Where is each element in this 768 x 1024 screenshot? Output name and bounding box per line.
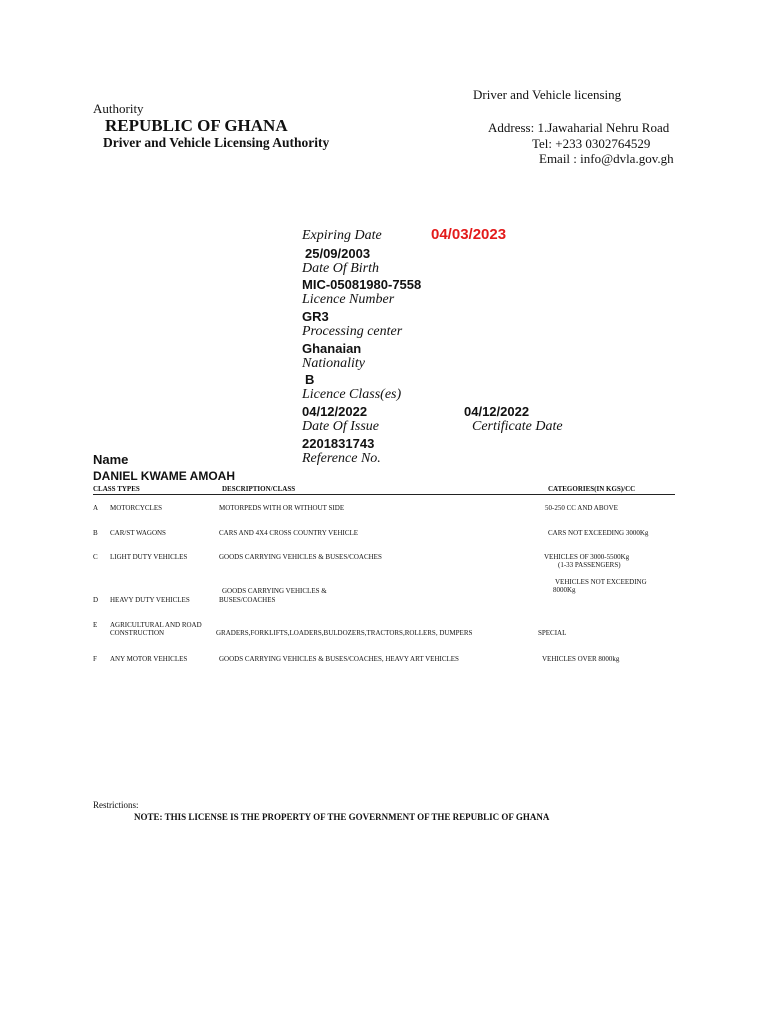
agency-name: Driver and Vehicle Licensing Authority bbox=[103, 135, 330, 150]
email: Email : info@dvla.gov.gh bbox=[539, 151, 674, 166]
table-header-rule bbox=[93, 494, 675, 495]
row-c-cat-line2: (1-33 PASSENGERS) bbox=[558, 561, 621, 569]
row-c-letter: C bbox=[93, 553, 98, 561]
processing-center-label: Processing center bbox=[302, 324, 403, 339]
row-d-desc: GOODS CARRYING VEHICLES & bbox=[222, 587, 327, 595]
row-a-desc: MOTORPEDS WITH OR WITHOUT SIDE bbox=[219, 504, 345, 512]
row-b-desc: CARS AND 4X4 CROSS COUNTRY VEHICLE bbox=[219, 529, 359, 537]
header-class-types: CLASS TYPES bbox=[93, 485, 140, 493]
restrictions-label: Restrictions: bbox=[93, 800, 139, 810]
ownership-note: NOTE: THIS LICENSE IS THE PROPERTY OF THE GOVERNMENT OF THE REPUBLIC OF GHANA bbox=[134, 812, 550, 822]
row-f-letter: F bbox=[93, 655, 97, 663]
row-b-cat: CARS NOT EXCEEDING 3000Kg bbox=[548, 529, 649, 537]
address: Address: 1.Jawaharial Nehru Road bbox=[488, 120, 670, 135]
row-c-type: LIGHT DUTY VEHICLES bbox=[110, 553, 188, 561]
expiring-date-value: 04/03/2023 bbox=[431, 226, 507, 243]
certificate-date-value: 04/12/2022 bbox=[464, 404, 530, 419]
expiring-date-label: Expiring Date bbox=[302, 228, 382, 243]
row-d-cat: VEHICLES NOT EXCEEDING bbox=[555, 578, 647, 586]
republic-title: REPUBLIC OF GHANA bbox=[105, 116, 288, 135]
header-categories: CATEGORIES(IN KGS)/CC bbox=[548, 485, 636, 493]
licence-number-label: Licence Number bbox=[302, 292, 395, 307]
row-f-type: ANY MOTOR VEHICLES bbox=[110, 655, 188, 663]
row-f-desc: GOODS CARRYING VEHICLES & BUSES/COACHES, HEAVY ART VEHICLES bbox=[219, 655, 459, 663]
row-d-cat-line2: 8000Kg bbox=[553, 586, 576, 594]
telephone: Tel: +233 0302764529 bbox=[532, 136, 651, 151]
header-dvla-top: Driver and Vehicle licensing bbox=[473, 87, 622, 102]
row-d-desc-line2: BUSES/COACHES bbox=[219, 596, 276, 604]
licence-class-value: B bbox=[305, 372, 315, 387]
date-of-issue-value: 04/12/2022 bbox=[302, 404, 368, 419]
name-label: Name bbox=[93, 452, 129, 467]
header-description: DESCRIPTION/CLASS bbox=[222, 485, 296, 493]
row-f-cat: VEHICLES OVER 8000kg bbox=[542, 655, 620, 663]
date-of-issue-label: Date Of Issue bbox=[302, 419, 379, 434]
certificate-date-label: Certificate Date bbox=[472, 419, 563, 434]
row-a-type: MOTORCYCLES bbox=[110, 504, 162, 512]
row-e-type: AGRICULTURAL AND ROAD bbox=[110, 621, 202, 629]
licence-class-label: Licence Class(es) bbox=[302, 387, 402, 402]
row-e-desc: GRADERS,FORKLIFTS,LOADERS,BULDOZERS,TRACTORS,ROLLERS, DUMPERS bbox=[216, 629, 473, 637]
row-d-type: HEAVY DUTY VEHICLES bbox=[110, 596, 190, 604]
row-b-type: CAR/ST WAGONS bbox=[110, 529, 166, 537]
row-c-cat: VEHICLES OF 3000-5500Kg bbox=[544, 553, 630, 561]
licence-number-value: MIC-05081980-7558 bbox=[302, 277, 422, 292]
dob-value: 25/09/2003 bbox=[305, 246, 371, 261]
nationality-label: Nationality bbox=[302, 356, 365, 371]
nationality-value: Ghanaian bbox=[302, 341, 362, 356]
header-authority: Authority bbox=[93, 101, 144, 116]
row-e-letter: E bbox=[93, 621, 98, 629]
processing-center-value: GR3 bbox=[302, 309, 329, 324]
row-a-cat: 50-250 CC AND ABOVE bbox=[545, 504, 618, 512]
reference-label: Reference No. bbox=[302, 451, 381, 466]
dob-label: Date Of Birth bbox=[302, 261, 379, 276]
row-e-type-line2: CONSTRUCTION bbox=[110, 629, 165, 637]
row-a-letter: A bbox=[93, 504, 99, 512]
row-b-letter: B bbox=[93, 529, 98, 537]
row-e-cat: SPECIAL bbox=[538, 629, 567, 637]
row-c-desc: GOODS CARRYING VEHICLES & BUSES/COACHES bbox=[219, 553, 382, 561]
name-value: DANIEL KWAME AMOAH bbox=[93, 469, 235, 483]
row-d-letter: D bbox=[93, 596, 99, 604]
reference-value: 2201831743 bbox=[302, 436, 375, 451]
